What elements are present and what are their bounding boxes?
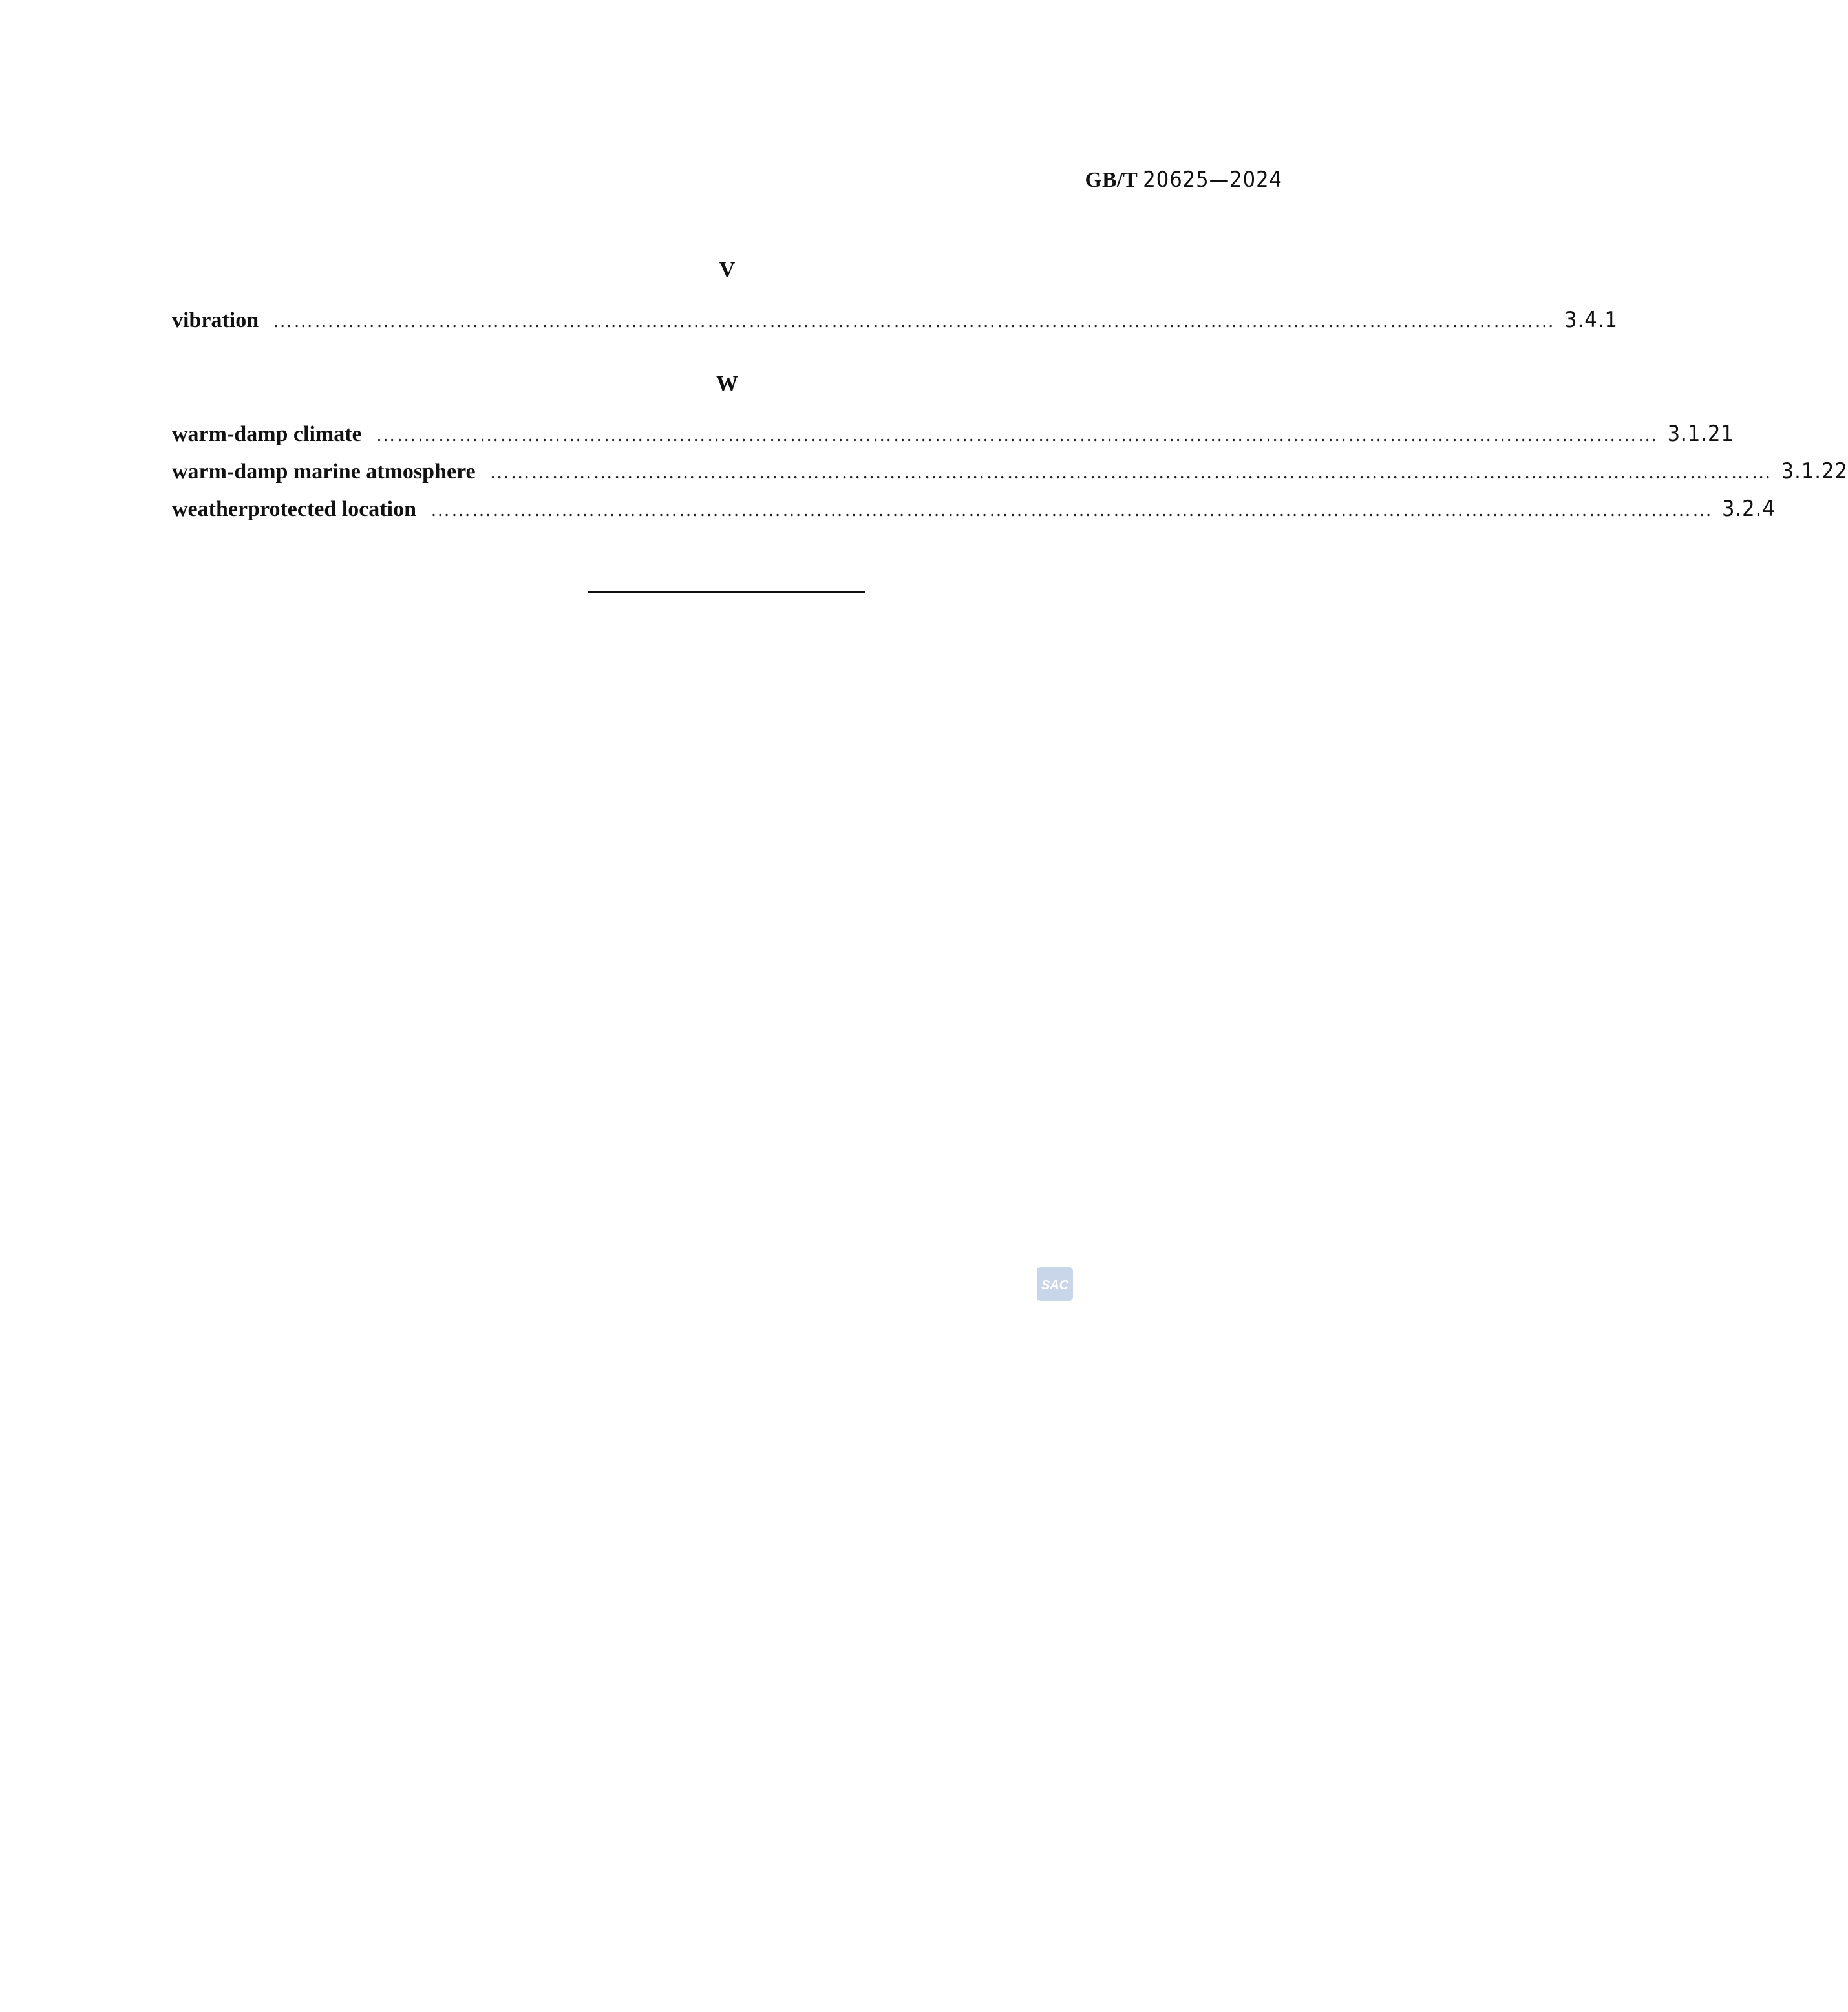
index-section-v xyxy=(172,257,1618,339)
index-entry xyxy=(172,490,1776,528)
dot-leader: …………………………………………………………………………………………………………………………………………………………………… xyxy=(489,462,1772,483)
entry-ref: 3.1.21 xyxy=(1667,421,1734,447)
entry-term: weatherprotected location xyxy=(172,497,416,521)
dot-leader: …………………………………………………………………………………………………………………………………………………………………… xyxy=(376,424,1659,445)
entry-ref: 3.2.4 xyxy=(1721,496,1776,522)
entry-term: vibration xyxy=(172,308,259,332)
index-entry xyxy=(172,453,1848,490)
standard-number: 20625—2024 xyxy=(1143,167,1282,193)
sac-logo-icon xyxy=(1037,1267,1073,1301)
entry-term: warm-damp climate xyxy=(172,422,362,446)
standard-prefix: GB/T xyxy=(1085,168,1138,192)
index-entry xyxy=(172,301,1618,339)
index-section-w xyxy=(172,371,1848,528)
section-letter: V xyxy=(719,258,736,282)
section-letter: W xyxy=(716,372,738,396)
dot-leader: …………………………………………………………………………………………………………………………………………………………………… xyxy=(430,499,1713,520)
entry-term: warm-damp marine atmosphere xyxy=(172,460,476,484)
index-entry xyxy=(172,415,1734,453)
entry-ref: 3.4.1 xyxy=(1564,307,1618,333)
dot-leader: …………………………………………………………………………………………………………………………………………………………………… xyxy=(273,310,1556,332)
sac-watermark-logo xyxy=(1037,1267,1073,1301)
entry-ref: 3.1.22 xyxy=(1781,458,1848,484)
end-rule xyxy=(588,591,865,593)
svg-text:SAC: SAC xyxy=(1041,1278,1069,1292)
page-header xyxy=(1085,167,1282,193)
